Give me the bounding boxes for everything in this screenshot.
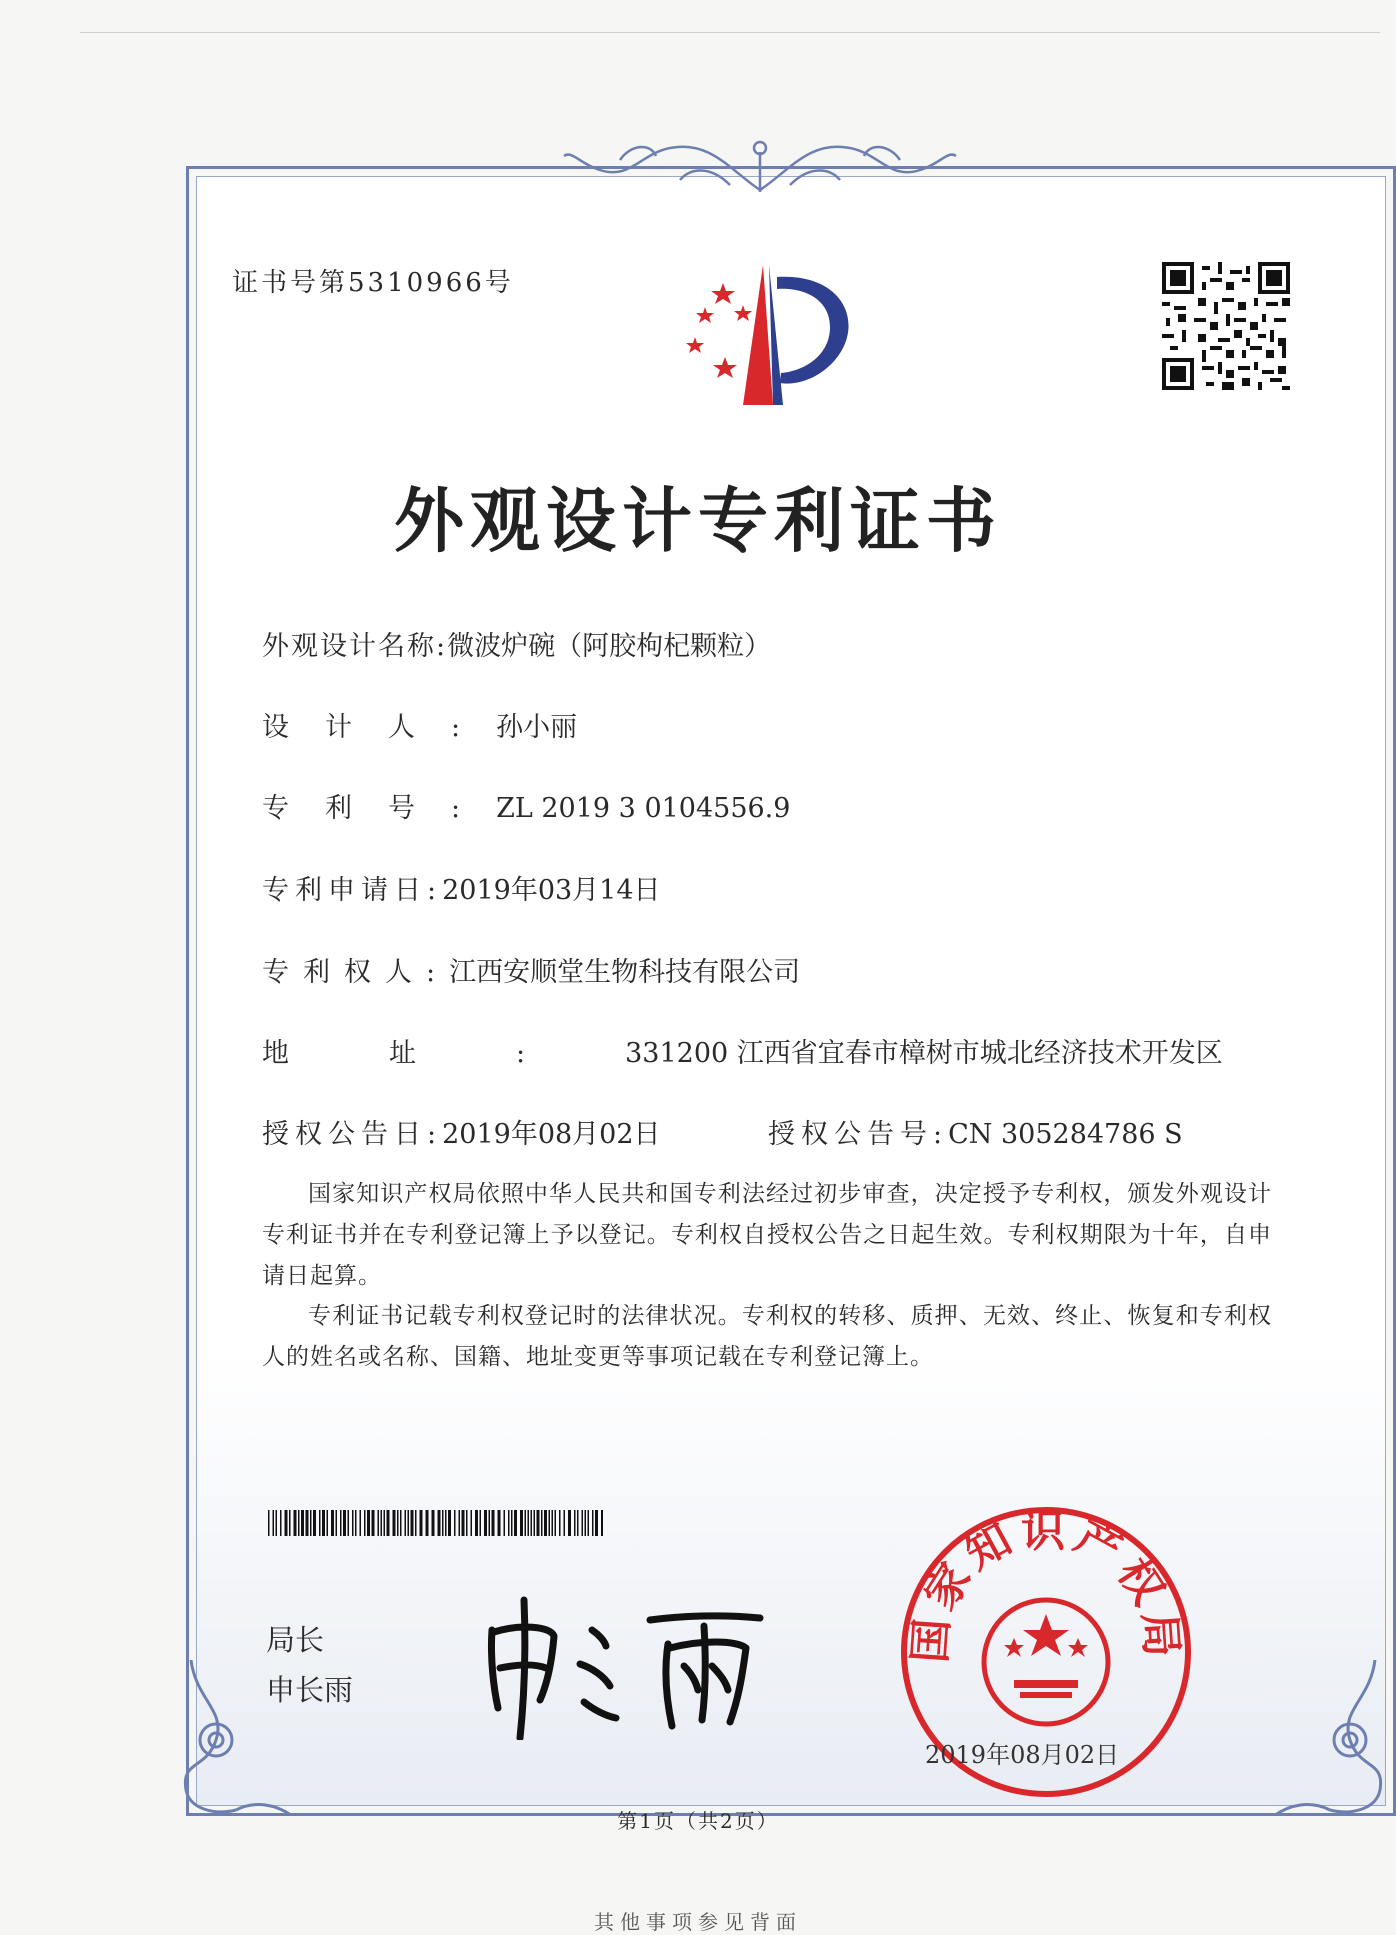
field-label: 外观设计名称:	[262, 631, 448, 662]
field-value: 331200 江西省宜春市樟树市城北经济技术开发区	[625, 1038, 1223, 1069]
handwritten-signature	[480, 1590, 780, 1740]
svg-text:国家知识产权局: 国家知识产权局	[904, 1505, 1188, 1665]
certificate-title: 外观设计专利证书	[394, 479, 1002, 562]
field-designer	[262, 705, 577, 744]
field-patentee	[262, 950, 800, 989]
field-value: 2019年03月14日	[442, 875, 661, 906]
field-label: 地址:	[262, 1038, 626, 1069]
field-grant-publication-number	[768, 1112, 1183, 1151]
legal-paragraph-2: 专利证书记载专利权登记时的法律状况。专利权的转移、质押、无效、终止、恢复和专利权人的姓名或名称、国籍、地址变更等事项记载在专利登记簿上。	[262, 1303, 1272, 1370]
legal-paragraph-1: 国家知识产权局依照中华人民共和国专利法经过初步审查，决定授予专利权，颁发外观设计专利证书并在专利登记簿上予以登记。专利权自授权公告之日起生效。专利权期限为十年，自申请日起算。	[262, 1181, 1272, 1289]
barcode-icon	[268, 1510, 603, 1536]
field-design-name	[262, 624, 771, 663]
field-label: 授权公告日:	[262, 1119, 443, 1150]
certificate-number: 证书号第5310966号	[232, 268, 514, 298]
field-label: 设计人:	[262, 712, 497, 743]
field-label: 专利号:	[262, 793, 497, 824]
corner-ornament-right-icon	[1270, 1660, 1390, 1820]
top-rule	[80, 32, 1380, 33]
field-label: 授权公告号:	[768, 1119, 949, 1150]
patent-office-emblem-icon	[665, 265, 875, 425]
field-value: 江西安顺堂生物科技有限公司	[449, 957, 801, 988]
field-application-date	[262, 868, 661, 907]
field-address	[262, 1031, 1223, 1070]
field-grant-publication-date	[262, 1112, 661, 1151]
field-label: 专利权人:	[262, 957, 450, 988]
director-name: 申长雨	[266, 1673, 354, 1707]
field-value: 孙小丽	[496, 712, 578, 743]
field-label: 专利申请日:	[262, 875, 443, 906]
field-value: CN 305284786 S	[948, 1119, 1183, 1150]
qr-code-icon	[1162, 262, 1290, 390]
field-patent-number	[262, 786, 790, 825]
footer-note: 其他事项参见背面	[594, 1910, 802, 1934]
field-value: 2019年08月02日	[442, 1119, 661, 1150]
field-value: ZL 2019 3 0104556.9	[496, 793, 791, 824]
field-value: 微波炉碗（阿胶枸杞颗粒）	[447, 631, 772, 662]
top-ornament-icon	[560, 130, 960, 200]
page-number: 第1页（共2页）	[617, 1809, 779, 1833]
seal-date: 2019年08月02日	[925, 1741, 1120, 1769]
director-title: 局长	[266, 1623, 325, 1657]
corner-ornament-left-icon	[176, 1660, 296, 1820]
